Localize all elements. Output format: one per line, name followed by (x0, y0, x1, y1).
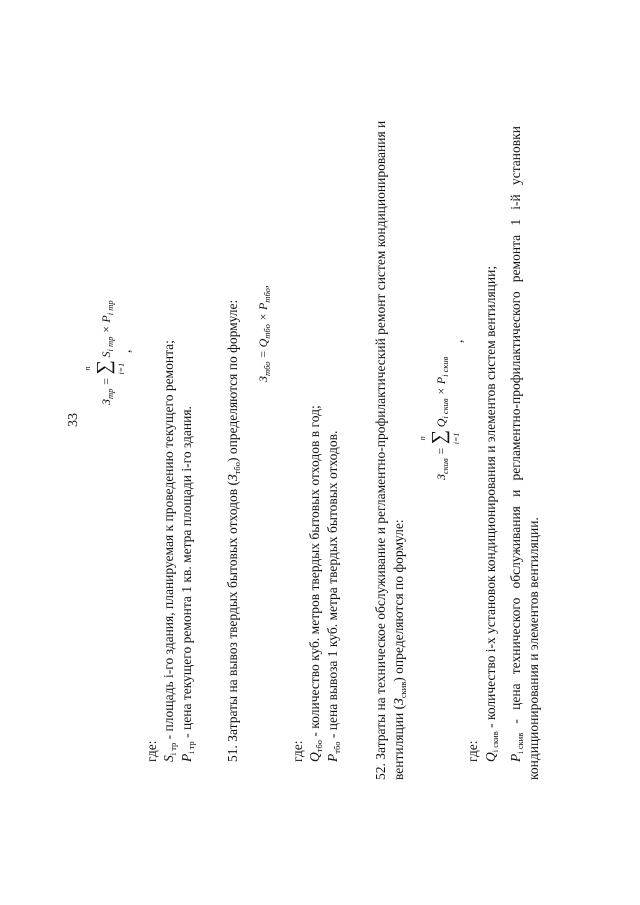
where-label-2: где: (290, 740, 305, 762)
sum-symbol: ∑ n i=1 (83, 360, 126, 375)
def3-sub: тбо (314, 739, 324, 753)
definition-q-skiv (483, 266, 503, 762)
def5-text: - количество i-х установок кондиционирования и элементов систем вентиляции; (483, 265, 498, 732)
formula-waste-cost (256, 285, 272, 382)
formula3-times: × (434, 387, 448, 396)
formula2-comma: , (256, 285, 270, 289)
def6-word: и (508, 489, 523, 497)
formula1-lhs-sub: тр (105, 388, 115, 400)
formula1-lhs: З (99, 399, 113, 405)
formula1-term1-sub: i тр (105, 336, 115, 352)
def6-symbol (508, 733, 528, 762)
where-label-1: где: (144, 740, 159, 762)
definition-p-skiv-line-1 (508, 126, 528, 762)
def4-text: - цена вывоза 1 куб. метра твердых бытовых отходов. (325, 430, 340, 742)
formula2-p-sub: тбо (262, 288, 272, 303)
item52-sub: скив (398, 681, 408, 699)
formula2-q-sub: тбо (262, 324, 272, 339)
formula3-eq: = (434, 447, 448, 456)
definition-p-skiv-line-2: кондиционирования и элементов вентиляции. (526, 517, 541, 780)
item51-sub: тбо (232, 462, 242, 475)
sum2-top: n (418, 436, 427, 441)
formula2-times: × (256, 313, 270, 322)
def2-symbol: P (179, 753, 194, 762)
def4-symbol: P (325, 753, 340, 762)
formula3-p-sub: i скив (440, 356, 450, 377)
formula3-lhs-sub: скив (440, 458, 450, 475)
page-number: 33 (66, 413, 81, 427)
sum-top: n (83, 366, 92, 371)
formula2-p: P (256, 302, 270, 311)
definition-p-tr (179, 406, 199, 762)
def4-sub: тбо (332, 741, 342, 754)
def6-word: 1 (508, 218, 523, 226)
definition-s-tr (161, 340, 181, 762)
def1-symbol: S (161, 755, 176, 762)
formula3-comma: , (450, 339, 465, 343)
def6-word: технического (508, 597, 523, 675)
def6-word: i-й (508, 194, 523, 210)
formula3-p: P (434, 376, 448, 385)
item52-text-b: ) определяются по формуле: (391, 519, 406, 682)
sum-bottom: i=1 (117, 362, 126, 375)
def5-symbol: Q (483, 752, 498, 762)
definition-p-tbo (325, 431, 345, 762)
item-51-heading (225, 300, 245, 762)
formula-repair-cost (83, 300, 126, 405)
def6-word: - (508, 719, 523, 724)
formula-hvac-cost (418, 356, 461, 480)
sum-symbol-2: ∑ n i=1 (418, 429, 461, 445)
def6-word: цена (508, 683, 523, 710)
formula1-term2-sub: i тр (105, 300, 115, 316)
def2-sub: i тр (186, 741, 196, 754)
def2-text: - цена текущего ремонта 1 кв. метра площади i-го здания. (179, 406, 194, 742)
formula1-eq: = (99, 377, 113, 386)
formula1-term2: P (99, 315, 113, 323)
item51-symbol: З (225, 474, 240, 482)
def6-word: ремонта (508, 234, 523, 283)
formula2-eq: = (256, 350, 270, 359)
item-52-line-2 (391, 519, 411, 780)
def3-symbol: Q (307, 752, 322, 762)
formula3-q-sub: i скив (440, 398, 450, 419)
formula1-term1: S (99, 351, 113, 358)
def6-word: обслуживания (508, 506, 523, 589)
def6-word: установки (508, 126, 523, 186)
formula3-q: Q (434, 418, 448, 428)
def1-sub: i тр (168, 742, 178, 756)
def3-text: - количество куб. метров твердых бытовых отходов в год; (307, 405, 322, 740)
def6-sub: i скив (515, 732, 525, 754)
item51-text-b: ) определяются по формуле: (225, 299, 240, 463)
item-52-line-1: 52. Затраты на техническое обслуживание и регламентно-профилактический ремонт систем кондиционирования и (373, 120, 388, 780)
formula2-q: Q (256, 338, 270, 348)
definition-q-tbo (307, 405, 327, 762)
sum2-bottom: i=1 (452, 432, 461, 445)
def5-sub: i скив (490, 731, 500, 753)
item52-text-a: вентиляции ( (391, 704, 406, 780)
def1-text: - площадь i-го здания, планируемая к проведению текущего ремонта; (161, 340, 176, 743)
formula1-comma: , (118, 349, 133, 353)
item51-text-a: 51. Затраты на вывоз твердых бытовых отходов ( (225, 481, 240, 762)
formula1-times: × (99, 325, 113, 334)
def6-sym: P (508, 753, 523, 762)
formula2-lhs-sub: тбо (262, 361, 272, 377)
item52-symbol: З (391, 698, 406, 705)
formula3-lhs: З (434, 474, 448, 480)
def6-word: регламентно-профилактического (508, 291, 523, 481)
formula2-lhs: З (256, 376, 270, 382)
where-label-3: где: (465, 740, 480, 762)
